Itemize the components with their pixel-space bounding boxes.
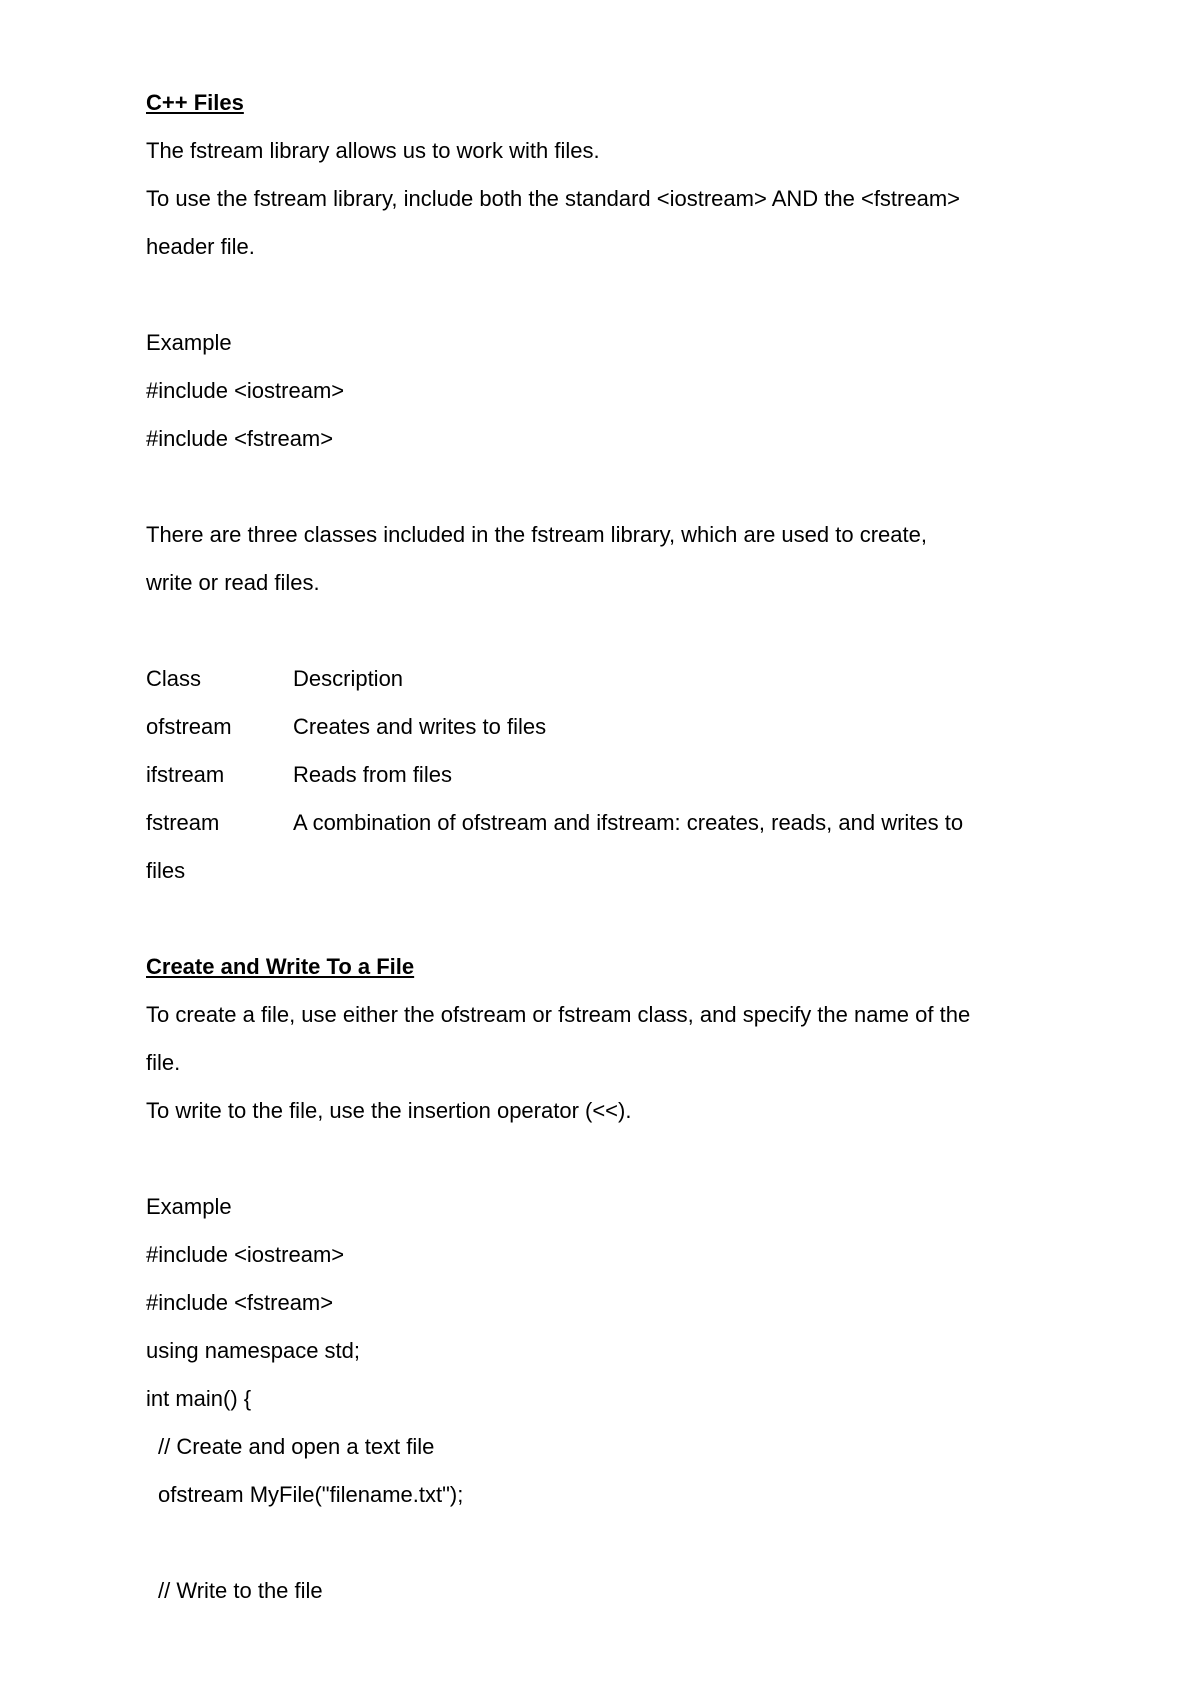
section-paragraph-line-2: file. — [146, 1050, 181, 1075]
code-line: #include <fstream> — [146, 426, 334, 451]
section-heading: Create and Write To a File — [146, 954, 415, 979]
code-line: using namespace std; — [146, 1338, 361, 1363]
section-paragraph-line-1: To create a file, use either the ofstream or fstream class, and specify the name of the — [146, 1002, 971, 1027]
code-line: #include <fstream> — [146, 1290, 334, 1315]
table-cell-description-wrap: files — [146, 858, 186, 883]
table-cell-class: ifstream — [146, 762, 225, 787]
code-line: ofstream MyFile("filename.txt"); — [158, 1482, 464, 1507]
example-label: Example — [146, 330, 232, 355]
classes-intro-line-1: There are three classes included in the fstream library, which are used to create, — [146, 522, 927, 547]
code-comment-line: // Create and open a text file — [158, 1434, 435, 1459]
example-label: Example — [146, 1194, 232, 1219]
code-line: #include <iostream> — [146, 378, 345, 403]
table-cell-class: ofstream — [146, 714, 232, 739]
intro-line-1: The fstream library allows us to work with files. — [146, 138, 600, 163]
intro-line-3: header file. — [146, 234, 255, 259]
code-line: #include <iostream> — [146, 1242, 345, 1267]
table-cell-description: Creates and writes to files — [293, 714, 547, 739]
code-line: int main() { — [146, 1386, 252, 1411]
classes-intro-line-2: write or read files. — [146, 570, 320, 595]
code-comment-line: // Write to the file — [158, 1578, 323, 1603]
table-header-class: Class — [146, 666, 202, 691]
table-header-description: Description — [293, 666, 404, 691]
page-title: C++ Files — [146, 90, 244, 115]
table-cell-description: A combination of ofstream and ifstream: creates, reads, and writes to — [293, 810, 964, 835]
section-paragraph-line-3: To write to the file, use the insertion operator (<<). — [146, 1098, 632, 1123]
table-cell-class: fstream — [146, 810, 220, 835]
table-cell-description: Reads from files — [293, 762, 452, 787]
intro-line-2: To use the fstream library, include both the standard <iostream> AND the <fstream> — [146, 186, 961, 211]
